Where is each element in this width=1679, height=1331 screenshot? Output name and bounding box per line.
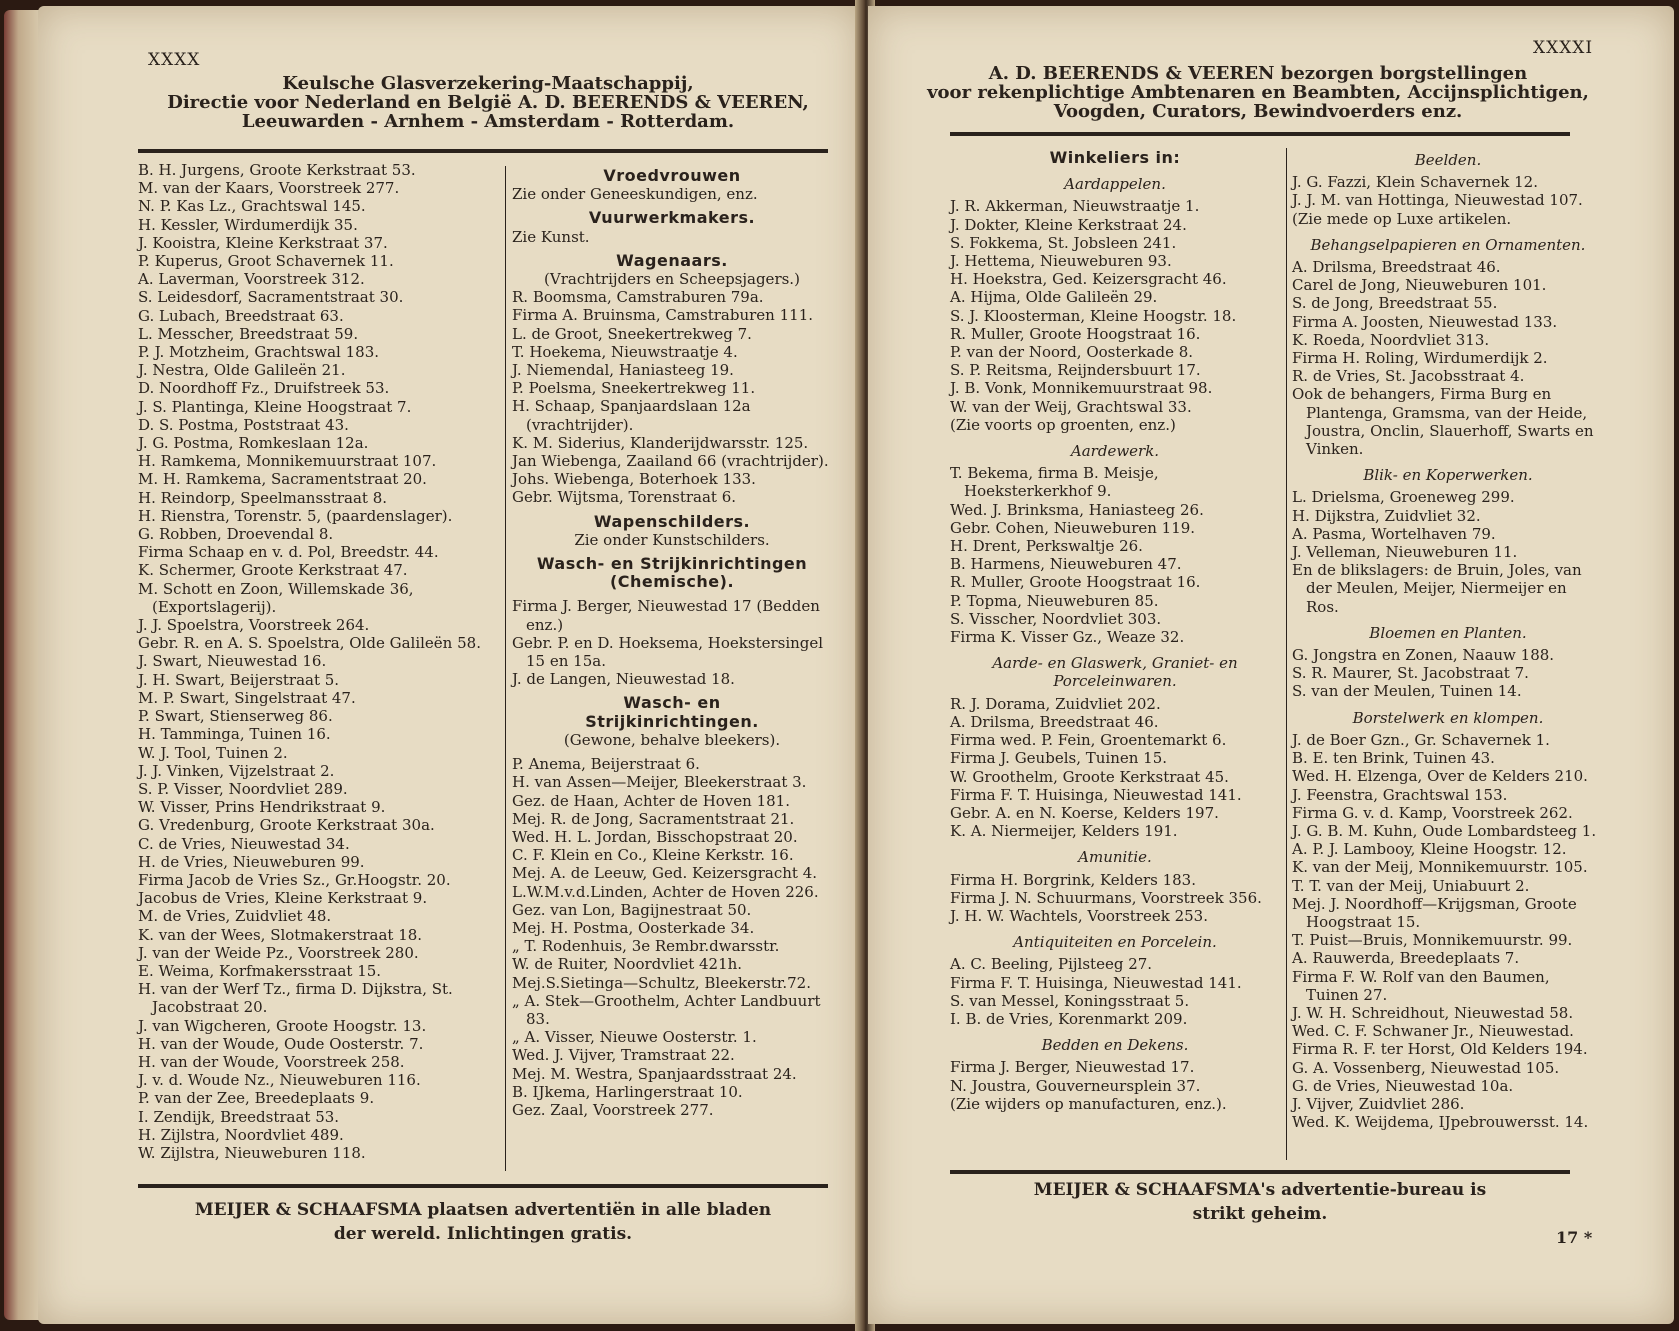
directory-entry: Firma R. F. ter Horst, Old Kelders 194. [1292, 1040, 1588, 1059]
directory-entry: Wed. C. F. Schwaner Jr., Nieuwestad. [1292, 1022, 1574, 1041]
directory-entry: Gebr. Wijtsma, Torenstraat 6. [512, 488, 737, 507]
directory-entry: R. Muller, Groote Hoogstraat 16. [950, 324, 1201, 343]
directory-entry: J. de Boer Gzn., Gr. Schavernek 1. [1292, 730, 1550, 749]
category-heading: Blik- en Koperwerken. [1363, 466, 1533, 485]
page-header [908, 64, 1608, 121]
directory-entry: P. Topma, Nieuweburen 85. [950, 591, 1159, 610]
header-line: Directie voor Nederland en België A. D. BEERENDS & VEEREN, [167, 92, 809, 113]
directory-entry: S. P. Visser, Noordvliet 289. [138, 779, 348, 798]
directory-entry: I. B. de Vries, Korenmarkt 209. [950, 1009, 1188, 1028]
directory-entry: J. Feenstra, Grachtswal 153. [1292, 785, 1508, 804]
section-heading: Wasch- en Strijkinrichtingen [536, 554, 808, 574]
directory-entry: A. Drilsma, Breedstraat 46. [1292, 258, 1501, 277]
directory-entry: H. Hoekstra, Ged. Keizersgracht 46. [950, 270, 1227, 289]
directory-entry: J. W. H. Schreidhout, Nieuwestad 58. [1292, 1003, 1574, 1022]
directory-entry: Mej. H. Postma, Oosterkade 34. [512, 918, 755, 937]
directory-entry: J. Vijver, Zuidvliet 286. [1292, 1094, 1465, 1113]
directory-entry: S. van der Meulen, Tuinen 14. [1292, 682, 1522, 701]
directory-entry: J. G. B. M. Kuhn, Oude Lombardsteeg 1. [1292, 821, 1597, 840]
section-heading: (Chemische). [609, 572, 735, 592]
directory-entry: H. Zijlstra, Noordvliet 489. [138, 1125, 344, 1144]
directory-entry: J. G. Fazzi, Klein Schavernek 12. [1292, 173, 1538, 192]
directory-entry: Mej. R. de Jong, Sacramentstraat 21. [512, 809, 795, 828]
directory-entry: S. Fokkema, St. Jobsleen 241. [950, 233, 1177, 252]
directory-entry: Gez. van Lon, Bagijnestraat 50. [512, 900, 752, 919]
directory-entry: Firma F. T. Huisinga, Nieuwestad 141. [950, 973, 1242, 992]
category-heading: Behangselpapieren en Ornamenten. [1310, 235, 1586, 254]
directory-entry: P. J. Motzheim, Grachtswal 183. [138, 343, 380, 362]
directory-entry: T. Hoekema, Nieuwstraatje 4. [512, 342, 738, 361]
column-divider [505, 166, 506, 1171]
footer-line: MEIJER & SCHAAFSMA's advertentie-bureau is [1033, 1180, 1487, 1200]
page-number: XXXX [148, 50, 201, 70]
category-heading: Aarde- en Glaswerk, Graniet- en Porceleinwaren. [992, 654, 1238, 691]
directory-entry: M. H. Ramkema, Sacramentstraat 20. [138, 470, 427, 489]
directory-entry: G. Vredenburg, Groote Kerkstraat 30a. [138, 816, 435, 835]
directory-entry: M. de Vries, Zuidvliet 48. [138, 907, 332, 926]
directory-entry: W. J. Tool, Tuinen 2. [138, 743, 288, 762]
directory-entry: Gebr. Cohen, Nieuweburen 119. [950, 518, 1196, 537]
directory-entry: Firma Schaap en v. d. Pol, Breedstr. 44. [138, 543, 439, 562]
directory-entry: N. Joustra, Gouverneursplein 37. [950, 1076, 1201, 1095]
directory-entry: M. van der Kaars, Voorstreek 277. [138, 179, 400, 198]
section-heading: Wagenaars. [616, 250, 728, 270]
directory-entry: „ A. Visser, Nieuwe Oosterstr. 1. [512, 1028, 757, 1047]
directory-entry: J. H. Swart, Beijerstraat 5. [138, 670, 340, 689]
section-heading: Wasch- en [623, 693, 721, 713]
directory-entry: H. van der Werf Tz., firma D. Dijkstra, St. Jacobstraat 20. [138, 980, 453, 1017]
directory-entry: T. T. van der Meij, Uniabuurt 2. [1292, 876, 1530, 895]
category-heading: Borstelwerk en klompen. [1352, 708, 1544, 727]
header-line: Voogden, Curators, Bewindvoerders enz. [1053, 101, 1463, 122]
directory-entry: Wed. H. L. Jordan, Bisschopstraat 20. [512, 827, 798, 846]
directory-entry: J. Swart, Nieuwestad 16. [138, 652, 327, 671]
category-heading: Antiquiteiten en Porcelein. [1013, 933, 1217, 952]
directory-entry: K. M. Siderius, Klanderijdwarsstr. 125. [512, 433, 809, 452]
directory-entry: Wed. J. Vijver, Tramstraat 22. [512, 1046, 735, 1065]
book-edge [4, 10, 40, 1320]
column-divider [1286, 148, 1287, 1160]
directory-entry: K. Schermer, Groote Kerkstraat 47. [138, 561, 408, 580]
directory-entry: C. F. Klein en Co., Kleine Kerkstr. 16. [512, 846, 794, 865]
directory-entry: A. Drilsma, Breedstraat 46. [950, 712, 1159, 731]
cross-reference-note: (Zie mede op Luxe artikelen. [1292, 209, 1512, 228]
directory-entry: P. Swart, Stienserweg 86. [138, 707, 333, 726]
directory-entry: H. van Assen—Meijer, Bleekerstraat 3. [512, 773, 807, 792]
directory-entry: Wed. H. Elzenga, Over de Kelders 210. [1292, 767, 1588, 786]
category-heading: Bloemen en Planten. [1369, 623, 1527, 642]
footer-line: der wereld. Inlichtingen gratis. [333, 1224, 633, 1244]
cross-reference-note: (Zie wijders op manufacturen, enz.). [950, 1094, 1227, 1113]
directory-entry: J. S. Plantinga, Kleine Hoogstraat 7. [138, 397, 412, 416]
directory-entry: R. de Vries, St. Jacobsstraat 4. [1292, 367, 1525, 386]
directory-entry: H. Tamminga, Tuinen 16. [138, 725, 331, 744]
section-subheading: Zie onder Kunstschilders. [574, 530, 770, 549]
directory-entry: J. Velleman, Nieuweburen 11. [1292, 543, 1518, 562]
directory-entry: Firma F. T. Huisinga, Nieuwestad 141. [950, 785, 1242, 804]
directory-entry: A. C. Beeling, Pijlsteeg 27. [950, 955, 1153, 974]
category-heading: Amunitie. [1078, 848, 1152, 867]
directory-entry: J. v. d. Woude Nz., Nieuweburen 116. [138, 1071, 421, 1090]
directory-entry: Firma A. Bruinsma, Camstraburen 111. [512, 306, 814, 325]
section-subheading: (Gewone, behalve bleekers). [563, 730, 781, 749]
left-page [38, 6, 860, 1324]
footer-line: strikt geheim. [1192, 1204, 1328, 1224]
directory-entry: Johs. Wiebenga, Boterhoek 133. [512, 470, 756, 489]
directory-entry: B. H. Jurgens, Groote Kerkstraat 53. [138, 161, 416, 179]
directory-entry: Firma H. Roling, Wirdumerdijk 2. [1292, 349, 1548, 368]
advertisement-footer [950, 1178, 1570, 1226]
directory-entry: P. Anema, Beijerstraat 6. [512, 755, 700, 774]
directory-entry: Gebr. R. en A. S. Spoelstra, Olde Galileën 58. [138, 634, 481, 653]
directory-entry: G. A. Vossenberg, Nieuwestad 105. [1292, 1058, 1560, 1077]
directory-entry: Firma K. Visser Gz., Weaze 32. [950, 628, 1185, 647]
directory-entry: G. Robben, Droevendal 8. [138, 525, 334, 544]
directory-entry: R. Muller, Groote Hoogstraat 16. [950, 573, 1201, 592]
directory-entry: S. R. Maurer, St. Jacobstraat 7. [1292, 664, 1529, 683]
directory-entry: B. Harmens, Nieuweburen 47. [950, 555, 1182, 574]
directory-entry: J. J. Vinken, Vijzelstraat 2. [138, 761, 335, 780]
directory-entry: S. Visscher, Noordvliet 303. [950, 609, 1162, 628]
directory-entry: R. Boomsma, Camstraburen 79a. [512, 288, 764, 307]
directory-entry: Firma J. N. Schuurmans, Voorstreek 356. [950, 888, 1262, 907]
directory-entry: S. de Jong, Breedstraat 55. [1292, 294, 1498, 313]
directory-entry: G. Jongstra en Zonen, Naauw 188. [1292, 646, 1555, 665]
directory-entry: J. Nestra, Olde Galileën 21. [138, 361, 346, 380]
directory-entry: J. G. Postma, Romkeslaan 12a. [138, 434, 369, 453]
directory-entry: Firma H. Borgrink, Kelders 183. [950, 870, 1196, 889]
directory-entry: W. Zijlstra, Nieuweburen 118. [138, 1143, 366, 1162]
section-heading: Vuurwerkmakers. [588, 208, 756, 228]
directory-entry: H. van der Woude, Oude Oosterstr. 7. [138, 1034, 424, 1053]
category-heading: Aardappelen. [1064, 175, 1166, 194]
directory-entry: H. Rienstra, Torenstr. 5, (paardenslager). [138, 506, 453, 525]
header-line: Leeuwarden - Arnhem - Amsterdam - Rotterdam. [241, 111, 735, 132]
directory-entry: R. J. Dorama, Zuidvliet 202. [950, 694, 1161, 713]
directory-entry: B. E. ten Brink, Tuinen 43. [1292, 749, 1495, 768]
directory-entry: L. Messcher, Breedstraat 59. [138, 324, 359, 343]
directory-entry: P. van der Zee, Breedeplaats 9. [138, 1089, 375, 1108]
directory-entry: J. Niemendal, Haniasteeg 19. [512, 361, 734, 380]
directory-entry: K. van der Meij, Monnikemuurstr. 105. [1292, 858, 1588, 877]
directory-entry: Firma Jacob de Vries Sz., Gr.Hoogstr. 20. [138, 870, 451, 889]
directory-entry: L. de Groot, Sneekertrekweg 7. [512, 324, 752, 343]
left-column-1 [138, 161, 500, 1162]
directory-entry: K. Roeda, Noordvliet 313. [1292, 330, 1490, 349]
directory-entry: S. P. Reitsma, Reijndersbuurt 17. [950, 361, 1201, 380]
directory-entry: J. B. Vonk, Monnikemuurstraat 98. [950, 379, 1213, 398]
directory-entry: H. Dijkstra, Zuidvliet 32. [1292, 506, 1481, 525]
header-line: voor rekenplichtige Ambtenaren en Beambten, Accijnsplichtigen, [927, 82, 1589, 103]
section-heading: Wapenschilders. [593, 511, 751, 531]
directory-entry: L.W.M.v.d.Linden, Achter de Hoven 226. [512, 882, 819, 901]
right-column-2 [1292, 143, 1604, 1131]
directory-entry: H. Kessler, Wirdumerdijk 35. [138, 215, 358, 234]
directory-entry: „ A. Stek—Groothelm, Achter Landbuurt 83. [512, 991, 821, 1028]
directory-entry: J. de Langen, Nieuwestad 18. [512, 670, 735, 689]
directory-entry: Firma wed. P. Fein, Groentemarkt 6. [950, 731, 1227, 750]
directory-entry: A. P. J. Lambooy, Kleine Hoogstr. 12. [1292, 840, 1567, 859]
directory-entry: Firma J. Berger, Nieuwestad 17 (Bedden enz.) [512, 597, 820, 634]
directory-entry: S. Leidesdorf, Sacramentstraat 30. [138, 288, 404, 307]
directory-entry: J. van Wigcheren, Groote Hoogstr. 13. [138, 1016, 427, 1035]
directory-entry: En de blikslagers: de Bruin, Joles, van der Meulen, Meijer, Niermeijer en Ros. [1292, 561, 1582, 616]
directory-entry: H. Ramkema, Monnikemuurstraat 107. [138, 452, 437, 471]
directory-entry: W. van der Weij, Grachtswal 33. [950, 397, 1192, 416]
directory-entry: Firma G. v. d. Kamp, Voorstreek 262. [1292, 803, 1573, 822]
directory-entry: D. Noordhoff Fz., Druifstreek 53. [138, 379, 390, 398]
section-heading: Strijkinrichtingen. [585, 711, 759, 731]
page-number: XXXXI [1533, 38, 1594, 58]
directory-entry: Mej.S.Sietinga—Schultz, Bleekerstr.72. [512, 973, 811, 992]
right-page [868, 6, 1674, 1324]
section-heading: Vroedvrouwen [603, 166, 741, 185]
page-header [138, 74, 838, 131]
directory-entry: M. Schott en Zoon, Willemskade 36, (Exportslagerij). [138, 579, 414, 616]
header-line: Keulsche Glasverzekering-Maatschappij, [282, 73, 694, 94]
category-heading: Bedden en Dekens. [1041, 1036, 1189, 1055]
section-heading: Winkeliers in: [1049, 148, 1181, 167]
directory-entry: Ook de behangers, Firma Burg en Plantenga, Gramsma, van der Heide, Joustra, Onclin, Slauerhoff, Swarts en Vinken. [1292, 385, 1594, 459]
advertisement-footer [138, 1198, 828, 1246]
directory-entry: H. Reindorp, Speelmansstraat 8. [138, 488, 388, 507]
directory-entry: T. Bekema, firma B. Meisje, Hoeksterkerkhof 9. [950, 464, 1159, 501]
directory-entry: A. Rauwerda, Breedeplaats 7. [1292, 949, 1520, 968]
directory-entry: A. Pasma, Wortelhaven 79. [1292, 524, 1496, 543]
directory-entry: J. J. M. van Hottinga, Nieuwestad 107. [1292, 191, 1583, 210]
footer-line: MEIJER & SCHAAFSMA plaatsen advertentiën in alle bladen [194, 1200, 772, 1220]
directory-entry: P. Kuperus, Groot Schavernek 11. [138, 252, 394, 271]
directory-entry: Gebr. A. en N. Koerse, Kelders 197. [950, 803, 1219, 822]
header-rule [950, 132, 1570, 136]
directory-entry: J. J. Spoelstra, Voorstreek 264. [138, 616, 370, 635]
directory-entry: A. Laverman, Voorstreek 312. [138, 270, 365, 289]
directory-entry: J. Dokter, Kleine Kerkstraat 24. [950, 215, 1187, 234]
directory-entry: I. Zendijk, Breedstraat 53. [138, 1107, 340, 1126]
directory-entry: Gebr. P. en D. Hoeksema, Hoekstersingel 15 en 15a. [512, 633, 824, 671]
directory-entry: Firma J. Berger, Nieuwestad 17. [950, 1058, 1195, 1077]
category-heading: Aardewerk. [1070, 442, 1160, 461]
directory-entry: M. P. Swart, Singelstraat 47. [138, 688, 356, 707]
directory-entry: T. Puist—Bruis, Monnikemuurstr. 99. [1292, 931, 1573, 950]
left-column-2 [512, 161, 832, 1119]
cross-reference-note: Zie Kunst. [512, 227, 590, 246]
header-line: A. D. BEERENDS & VEEREN bezorgen borgstellingen [988, 63, 1528, 84]
directory-entry: W. Groothelm, Groote Kerkstraat 45. [950, 767, 1229, 786]
directory-entry: B. IJkema, Harlingerstraat 10. [512, 1082, 743, 1101]
directory-entry: N. P. Kas Lz., Grachtswal 145. [138, 197, 366, 216]
directory-entry: P. Poelsma, Sneekertrekweg 11. [512, 379, 756, 398]
header-rule [138, 149, 828, 153]
directory-entry: K. A. Niermeijer, Kelders 191. [950, 822, 1178, 841]
directory-entry: S. van Messel, Koningsstraat 5. [950, 991, 1190, 1010]
directory-entry: K. van der Wees, Slotmakerstraat 18. [138, 925, 423, 944]
directory-entry: Wed. J. Brinksma, Haniasteeg 26. [950, 500, 1204, 519]
directory-entry: D. S. Postma, Poststraat 43. [138, 415, 349, 434]
directory-entry: P. van der Noord, Oosterkade 8. [950, 343, 1194, 362]
directory-entry: Wed. K. Weijdema, IJpebrouwersst. 14. [1292, 1113, 1589, 1132]
directory-entry: E. Weima, Korfmakersstraat 15. [138, 961, 382, 980]
footer-rule [138, 1184, 828, 1188]
directory-entry: J. van der Weide Pz., Voorstreek 280. [138, 943, 419, 962]
directory-entry: J. R. Akkerman, Nieuwstraatje 1. [950, 197, 1200, 216]
category-heading: Beelden. [1414, 151, 1482, 169]
directory-entry: Carel de Jong, Nieuweburen 101. [1292, 276, 1547, 295]
signature-mark: 17 * [1556, 1228, 1593, 1247]
cross-reference-note: Zie onder Geneeskundigen, enz. [512, 185, 758, 204]
directory-entry: H. Schaap, Spanjaardslaan 12a (vrachtrijder). [512, 397, 751, 434]
right-column-1 [950, 143, 1280, 1113]
directory-entry: Firma J. Geubels, Tuinen 15. [950, 749, 1168, 768]
directory-entry: L. Drielsma, Groeneweg 299. [1292, 488, 1515, 507]
directory-entry: Firma A. Joosten, Nieuwestad 133. [1292, 312, 1558, 331]
directory-entry: Firma F. W. Rolf van den Baumen, Tuinen 27. [1292, 967, 1550, 1004]
section-subheading: (Vrachtrijders en Scheepsjagers.) [544, 270, 800, 289]
directory-entry: Jacobus de Vries, Kleine Kerkstraat 9. [138, 889, 428, 908]
footer-rule [950, 1170, 1570, 1174]
directory-entry: C. de Vries, Nieuwestad 34. [138, 834, 350, 853]
directory-entry: Jan Wiebenga, Zaailand 66 (vrachtrijder). [512, 452, 829, 471]
directory-entry: G. Lubach, Breedstraat 63. [138, 306, 344, 325]
directory-entry: Mej. M. Westra, Spanjaardsstraat 24. [512, 1064, 797, 1083]
directory-entry: J. Hettema, Nieuweburen 93. [950, 252, 1172, 271]
directory-entry: H. Drent, Perkswaltje 26. [950, 537, 1143, 556]
directory-entry: S. J. Kloosterman, Kleine Hoogstr. 18. [950, 306, 1237, 325]
directory-entry: J. H. W. Wachtels, Voorstreek 253. [950, 906, 1208, 925]
directory-entry: „ T. Rodenhuis, 3e Rembr.dwarsstr. [512, 937, 780, 956]
directory-entry: H. de Vries, Nieuweburen 99. [138, 852, 365, 871]
directory-entry: Mej. J. Noordhoff—Krijgsman, Groote Hoogstraat 15. [1292, 894, 1577, 931]
directory-entry: W. de Ruiter, Noordvliet 421h. [512, 955, 743, 974]
directory-entry: H. van der Woude, Voorstreek 258. [138, 1052, 405, 1071]
directory-entry: W. Visser, Prins Hendrikstraat 9. [138, 798, 386, 817]
directory-entry: Mej. A. de Leeuw, Ged. Keizersgracht 4. [512, 864, 818, 883]
directory-entry: Gez. de Haan, Achter de Hoven 181. [512, 791, 790, 810]
directory-entry: Gez. Zaal, Voorstreek 277. [512, 1100, 714, 1119]
cross-reference-note: (Zie voorts op groenten, enz.) [950, 415, 1176, 434]
directory-entry: J. Kooistra, Kleine Kerkstraat 37. [138, 233, 388, 252]
directory-entry: A. Hijma, Olde Galileën 29. [950, 288, 1158, 307]
directory-entry: G. de Vries, Nieuwestad 10a. [1292, 1076, 1514, 1095]
